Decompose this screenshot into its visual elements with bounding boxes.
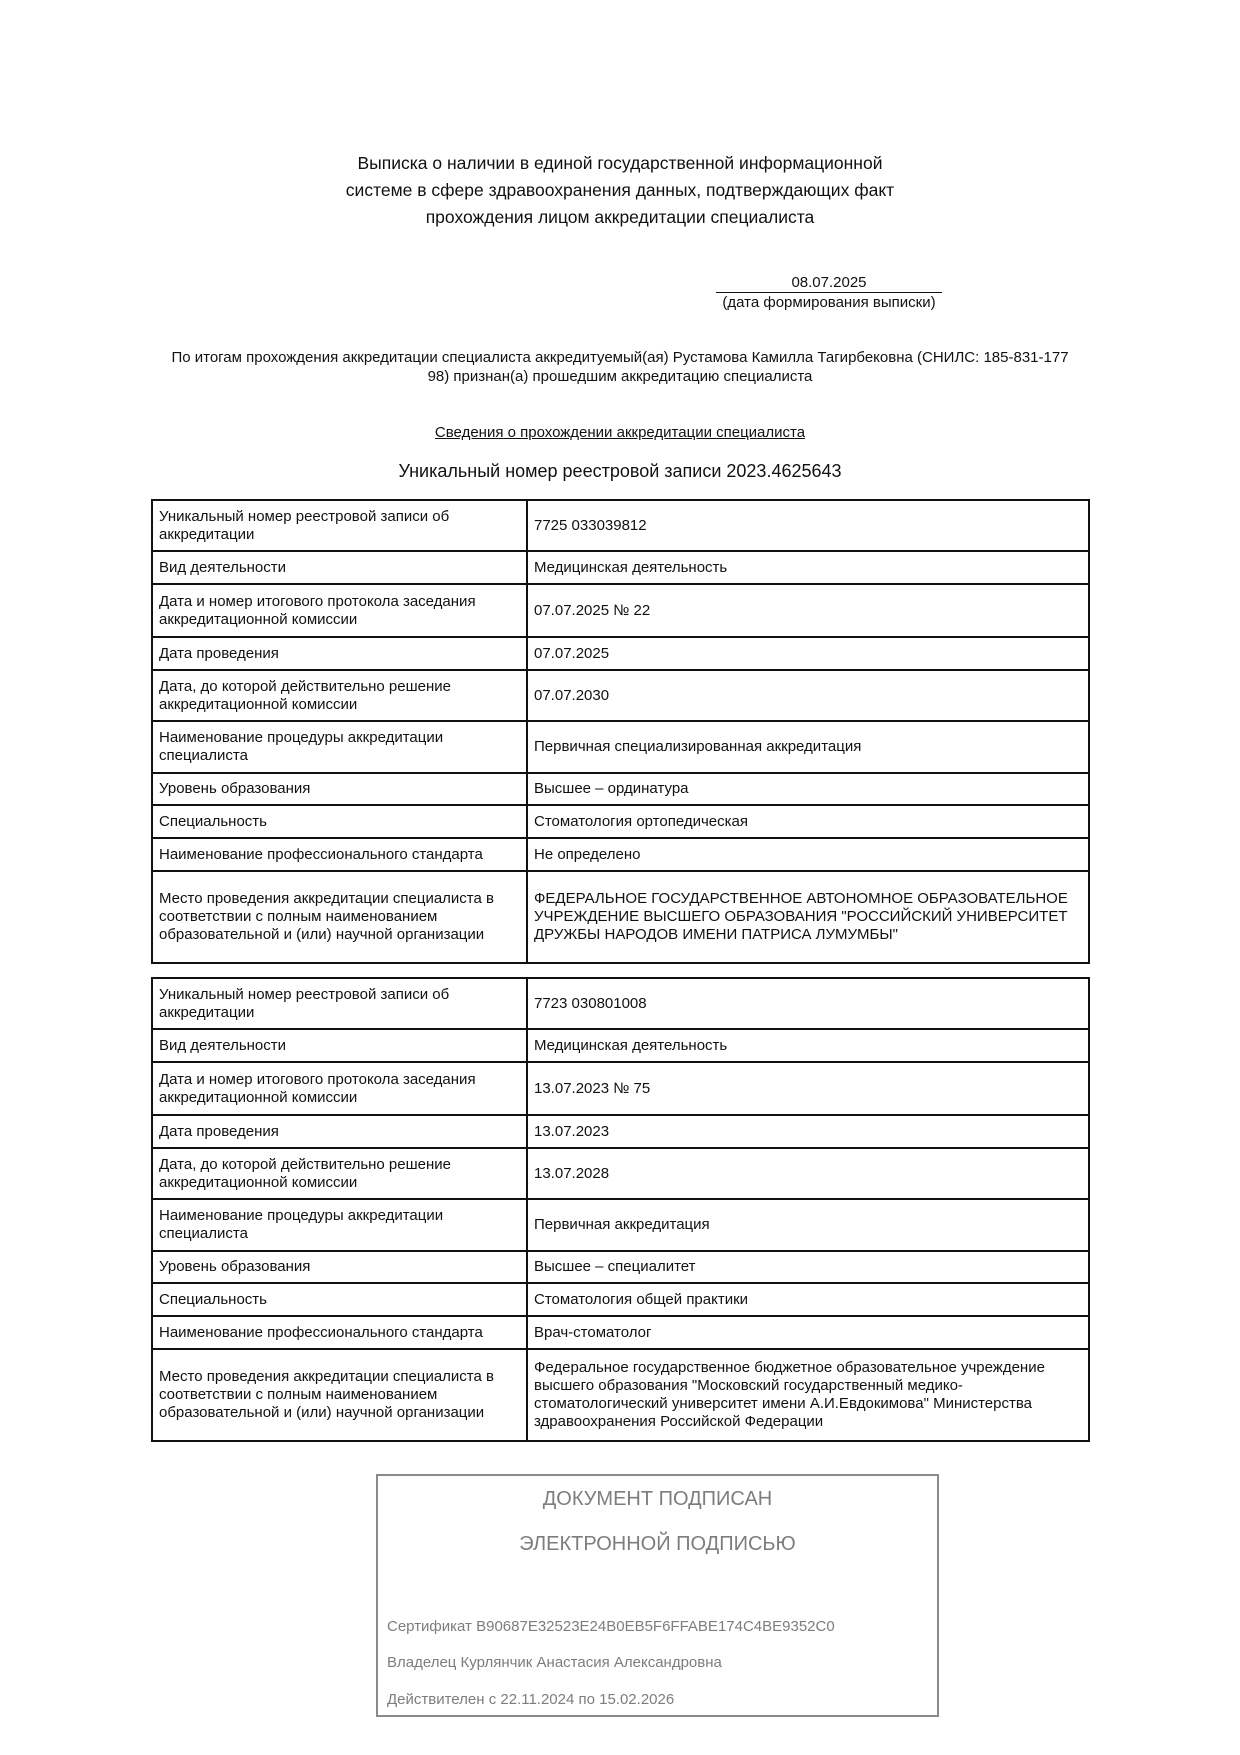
statement-date-block bbox=[716, 274, 942, 313]
row-label: Дата проведения bbox=[152, 637, 527, 670]
intro-line: 98) признан(а) прошедшим аккредитацию специалиста bbox=[427, 368, 813, 385]
row-label: Вид деятельности bbox=[152, 1029, 527, 1062]
table-row bbox=[152, 773, 1089, 805]
row-value: 7723 030801008 bbox=[527, 978, 1089, 1029]
row-value: 13.07.2028 bbox=[527, 1148, 1089, 1199]
row-value: 13.07.2023 № 75 bbox=[527, 1062, 1089, 1115]
row-value: Высшее – специалитет bbox=[527, 1251, 1089, 1283]
accreditation-table-2 bbox=[151, 977, 1090, 1442]
row-value: 07.07.2030 bbox=[527, 670, 1089, 721]
row-label: Дата, до которой действительно решение аккредитационной комиссии bbox=[152, 1148, 527, 1199]
title-line: Выписка о наличии в единой государственной информационной bbox=[357, 153, 883, 173]
row-label: Место проведения аккредитации специалиста в соответствии с полным наименованием образовательной и (или) научной организации bbox=[152, 1349, 527, 1441]
stamp-heading-line2: ЭЛЕКТРОННОЙ ПОДПИСЬЮ bbox=[519, 1533, 796, 1555]
row-label: Дата, до которой действительно решение аккредитационной комиссии bbox=[152, 670, 527, 721]
stamp-heading-line1: ДОКУМЕНТ ПОДПИСАН bbox=[542, 1488, 773, 1510]
title-line: прохождения лицом аккредитации специалиста bbox=[425, 207, 815, 227]
section-title: Сведения о прохождении аккредитации специалиста bbox=[434, 424, 806, 441]
row-value: Медицинская деятельность bbox=[527, 551, 1089, 584]
table-row bbox=[152, 1283, 1089, 1316]
row-label: Уникальный номер реестровой записи об аккредитации bbox=[152, 500, 527, 551]
row-label: Уникальный номер реестровой записи об аккредитации bbox=[152, 978, 527, 1029]
table-row bbox=[152, 637, 1089, 670]
row-value: Врач-стоматолог bbox=[527, 1316, 1089, 1349]
row-value: Высшее – ординатура bbox=[527, 773, 1089, 805]
table-body bbox=[152, 500, 1089, 963]
table-row bbox=[152, 1062, 1089, 1115]
row-label: Наименование процедуры аккредитации специалиста bbox=[152, 721, 527, 773]
row-label: Наименование профессионального стандарта bbox=[152, 1316, 527, 1349]
table-row bbox=[152, 551, 1089, 584]
table-row bbox=[152, 805, 1089, 838]
row-label: Дата и номер итогового протокола заседания аккредитационной комиссии bbox=[152, 584, 527, 637]
table-row bbox=[152, 584, 1089, 637]
table-row bbox=[152, 1349, 1089, 1441]
table-row bbox=[152, 978, 1089, 1029]
row-label: Специальность bbox=[152, 805, 527, 838]
row-label: Дата проведения bbox=[152, 1115, 527, 1148]
row-label: Вид деятельности bbox=[152, 551, 527, 584]
table-row bbox=[152, 500, 1089, 551]
statement-date-field bbox=[716, 274, 942, 293]
row-value: 7725 033039812 bbox=[527, 500, 1089, 551]
row-label: Дата и номер итогового протокола заседания аккредитационной комиссии bbox=[152, 1062, 527, 1115]
stamp-owner: Владелец Курлянчик Анастасия Александровна bbox=[387, 1654, 722, 1671]
row-label: Наименование процедуры аккредитации специалиста bbox=[152, 1199, 527, 1251]
row-value: 07.07.2025 № 22 bbox=[527, 584, 1089, 637]
table-row bbox=[152, 721, 1089, 773]
table-row bbox=[152, 1316, 1089, 1349]
table-row bbox=[152, 670, 1089, 721]
row-label: Уровень образования bbox=[152, 1251, 527, 1283]
row-value: Стоматология общей практики bbox=[527, 1283, 1089, 1316]
table-row bbox=[152, 1148, 1089, 1199]
stamp-certificate: Сертификат B90687E32523E24B0EB5F6FFABE174C4BE9352C0 bbox=[387, 1618, 835, 1635]
accreditation-table-1 bbox=[151, 499, 1090, 964]
row-label: Уровень образования bbox=[152, 773, 527, 805]
row-label: Наименование профессионального стандарта bbox=[152, 838, 527, 871]
stamp-validity: Действителен с 22.11.2024 по 15.02.2026 bbox=[387, 1691, 675, 1708]
row-value: Не определено bbox=[527, 838, 1089, 871]
row-value: 13.07.2023 bbox=[527, 1115, 1089, 1148]
registry-number-heading: Уникальный номер реестровой записи 2023.4625643 bbox=[398, 461, 842, 481]
statement-date-caption: (дата формирования выписки) bbox=[722, 294, 936, 311]
document-title bbox=[0, 150, 1240, 231]
row-label: Место проведения аккредитации специалиста в соответствии с полным наименованием образовательной и (или) научной организации bbox=[152, 871, 527, 963]
row-value: Стоматология ортопедическая bbox=[527, 805, 1089, 838]
row-value: Федеральное государственное бюджетное образовательное учреждение высшего образования "Московский государственный медико-стоматологический университет имени А.И.Евдокимова" Министерства здравоохранения Российской Федерации bbox=[527, 1349, 1089, 1441]
electronic-signature-stamp bbox=[376, 1474, 939, 1717]
row-value: Медицинская деятельность bbox=[527, 1029, 1089, 1062]
table-body bbox=[152, 978, 1089, 1441]
table-row bbox=[152, 871, 1089, 963]
table-row bbox=[152, 1029, 1089, 1062]
row-value: Первичная специализированная аккредитация bbox=[527, 721, 1089, 773]
row-value: 07.07.2025 bbox=[527, 637, 1089, 670]
title-line: системе в сфере здравоохранения данных, подтверждающих факт bbox=[345, 180, 895, 200]
table-row bbox=[152, 1115, 1089, 1148]
intro-paragraph bbox=[148, 348, 1092, 386]
intro-line: По итогам прохождения аккредитации специалиста аккредитуемый(ая) Рустамова Камилла Тагирбековна (СНИЛС: 185-831-177 bbox=[171, 349, 1069, 366]
row-label: Специальность bbox=[152, 1283, 527, 1316]
row-value: ФЕДЕРАЛЬНОЕ ГОСУДАРСТВЕННОЕ АВТОНОМНОЕ ОБРАЗОВАТЕЛЬНОЕ УЧРЕЖДЕНИЕ ВЫСШЕГО ОБРАЗОВАНИЯ "РОССИЙСКИЙ УНИВЕРСИТЕТ ДРУЖБЫ НАРОДОВ ИМЕНИ ПАТРИСА ЛУМУМБЫ" bbox=[527, 871, 1089, 963]
table-row bbox=[152, 1251, 1089, 1283]
statement-date: 08.07.2025 bbox=[791, 274, 867, 291]
row-value: Первичная аккредитация bbox=[527, 1199, 1089, 1251]
table-row bbox=[152, 1199, 1089, 1251]
table-row bbox=[152, 838, 1089, 871]
